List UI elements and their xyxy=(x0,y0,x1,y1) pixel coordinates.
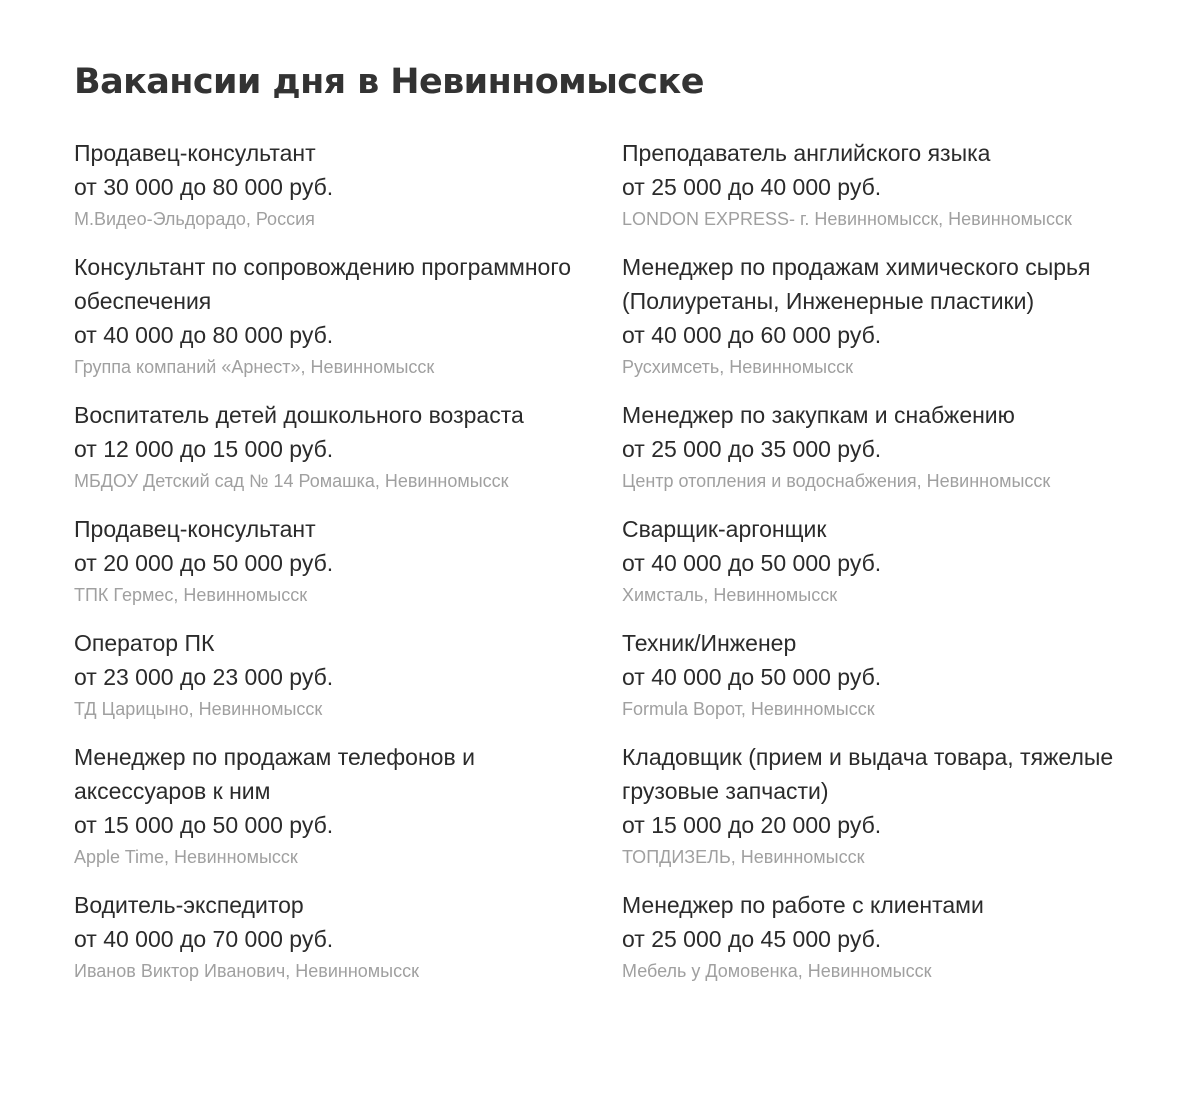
vacancy-salary: от 40 000 до 70 000 руб. xyxy=(74,926,334,952)
vacancy-company: Химсталь, Невинномысск xyxy=(622,585,838,605)
vacancy-title-link[interactable]: Менеджер по работе с клиентами xyxy=(622,892,984,918)
vacancy-company: LONDON EXPRESS- г. Невинномысск, Невинномысск xyxy=(622,209,1072,229)
vacancy-item xyxy=(74,250,584,380)
vacancy-salary: от 20 000 до 50 000 руб. xyxy=(74,550,334,576)
vacancy-salary: от 25 000 до 40 000 руб. xyxy=(622,174,882,200)
vacancy-item xyxy=(622,136,1132,232)
vacancy-salary: от 40 000 до 80 000 руб. xyxy=(74,322,334,348)
vacancy-company: Центр отопления и водоснабжения, Невинномысск xyxy=(622,471,1051,491)
vacancy-title-link[interactable]: Консультант по сопровождению программного обеспечения xyxy=(74,254,571,314)
vacancy-company: Formula Ворот, Невинномысск xyxy=(622,699,875,719)
vacancy-salary: от 12 000 до 15 000 руб. xyxy=(74,436,334,462)
vacancy-salary: от 30 000 до 80 000 руб. xyxy=(74,174,334,200)
vacancy-company: ТД Царицыно, Невинномысск xyxy=(74,699,323,719)
vacancy-company: Мебель у Домовенка, Невинномысск xyxy=(622,961,932,981)
vacancy-company: Группа компаний «Арнест», Невинномысск xyxy=(74,357,435,377)
vacancy-item xyxy=(622,512,1132,608)
vacancy-item xyxy=(74,888,584,984)
vacancy-company: ТОПДИЗЕЛЬ, Невинномысск xyxy=(622,847,865,867)
vacancy-company: ТПК Гермес, Невинномысск xyxy=(74,585,308,605)
vacancy-company: Apple Time, Невинномысск xyxy=(74,847,298,867)
vacancy-title-link[interactable]: Менеджер по продажам телефонов и аксессуаров к ним xyxy=(74,744,475,804)
vacancy-company: МБДОУ Детский сад № 14 Ромашка, Невинномысск xyxy=(74,471,509,491)
vacancy-company: Иванов Виктор Иванович, Невинномысск xyxy=(74,961,419,981)
vacancy-item xyxy=(622,250,1132,380)
vacancy-item xyxy=(622,740,1132,870)
vacancy-salary: от 40 000 до 50 000 руб. xyxy=(622,664,882,690)
vacancy-item xyxy=(74,512,584,608)
vacancy-title-link[interactable]: Водитель-экспедитор xyxy=(74,892,304,918)
vacancy-title-link[interactable]: Кладовщик (прием и выдача товара, тяжелые грузовые запчасти) xyxy=(622,744,1114,804)
vacancy-salary: от 25 000 до 35 000 руб. xyxy=(622,436,882,462)
vacancy-company: Русхимсеть, Невинномысск xyxy=(622,357,853,377)
vacancy-item xyxy=(74,136,584,232)
vacancy-item xyxy=(74,740,584,870)
vacancy-salary: от 15 000 до 50 000 руб. xyxy=(74,812,334,838)
vacancy-item xyxy=(622,398,1132,494)
vacancy-title-link[interactable]: Оператор ПК xyxy=(74,630,215,656)
vacancy-salary: от 23 000 до 23 000 руб. xyxy=(74,664,334,690)
vacancy-item xyxy=(74,626,584,722)
vacancy-title-link[interactable]: Техник/Инженер xyxy=(622,630,797,656)
page-title: Вакансии дня в Невинномысске xyxy=(74,62,704,102)
vacancy-salary: от 15 000 до 20 000 руб. xyxy=(622,812,882,838)
vacancy-company: М.Видео-Эльдорадо, Россия xyxy=(74,209,315,229)
vacancy-list-left xyxy=(74,136,584,1002)
vacancy-salary: от 40 000 до 60 000 руб. xyxy=(622,322,882,348)
vacancy-title-link[interactable]: Продавец-консультант xyxy=(74,516,316,542)
vacancy-title-link[interactable]: Продавец-консультант xyxy=(74,140,316,166)
vacancy-salary: от 40 000 до 50 000 руб. xyxy=(622,550,882,576)
vacancy-title-link[interactable]: Преподаватель английского языка xyxy=(622,140,991,166)
vacancy-title-link[interactable]: Воспитатель детей дошкольного возраста xyxy=(74,402,524,428)
vacancy-item xyxy=(74,398,584,494)
vacancy-list-right xyxy=(622,136,1132,1002)
vacancy-item xyxy=(622,888,1132,984)
vacancy-item xyxy=(622,626,1132,722)
vacancy-title-link[interactable]: Менеджер по закупкам и снабжению xyxy=(622,402,1015,428)
vacancy-title-link[interactable]: Менеджер по продажам химического сырья (Полиуретаны, Инженерные пластики) xyxy=(622,254,1091,314)
vacancy-title-link[interactable]: Сварщик-аргонщик xyxy=(622,516,827,542)
vacancy-salary: от 25 000 до 45 000 руб. xyxy=(622,926,882,952)
